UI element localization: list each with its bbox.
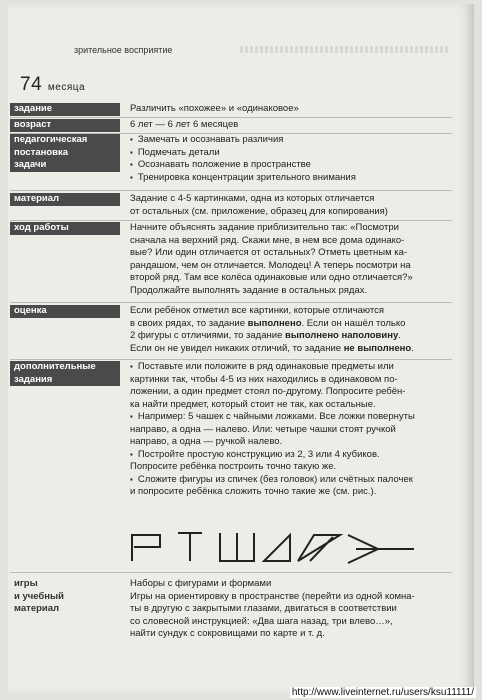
- content-line: Попросите ребёнка построить точно такую же.: [130, 461, 337, 472]
- row-evaluation: [10, 305, 452, 357]
- bullet-item: ▪ Поставьте или положите в ряд одинаковые предметы или: [130, 361, 452, 374]
- label-material: материал: [10, 193, 120, 206]
- label-line: и учебный: [14, 590, 64, 602]
- label-procedure: ход работы: [10, 222, 120, 235]
- age-number: 74: [20, 74, 43, 95]
- bullet-item: ▪ Подмечать детали: [130, 147, 452, 160]
- text-segment: в своих рядах, то задание: [130, 317, 248, 329]
- bold-result: выполнено наполовину: [285, 330, 399, 341]
- content-extra-tasks: [130, 361, 452, 499]
- header-rule: [240, 46, 450, 53]
- label-evaluation: оценка: [10, 305, 120, 318]
- label-line: задачи: [14, 159, 47, 170]
- label-line: задания: [14, 373, 53, 385]
- figure-triangle: [264, 535, 290, 561]
- content-line: [130, 318, 452, 331]
- bullet-item: ▪ Замечать и осознавать различия: [130, 134, 452, 147]
- label-line: материал: [14, 603, 60, 614]
- content-line: [130, 343, 452, 356]
- bold-result: не выполнено: [343, 342, 412, 354]
- row-material: [10, 193, 452, 219]
- row-age: [10, 119, 452, 132]
- text-segment: . Если он нашёл только: [301, 317, 406, 329]
- content-evaluation: [130, 305, 452, 355]
- label-games: [10, 578, 120, 616]
- label-line: постановка: [14, 146, 69, 158]
- separator: [10, 302, 452, 303]
- content-material: [130, 193, 452, 218]
- content-line: Наборы с фигурами и формами: [130, 578, 272, 589]
- separator: [10, 190, 452, 191]
- figure-parallelogram: [298, 535, 340, 561]
- content-line: [130, 305, 452, 318]
- footer-url: http://www.liveinternet.ru/users/ksu11111/: [291, 687, 474, 698]
- stick-figures-icon: [130, 527, 420, 569]
- separator: [10, 572, 452, 573]
- figure-r: [132, 535, 160, 561]
- age-title: [20, 74, 85, 96]
- text-segment: .: [411, 342, 414, 354]
- content-games: [130, 578, 452, 641]
- text-segment: Если ребёнок отметил все картинки, которые отличаются: [130, 305, 384, 316]
- content-task: [130, 103, 452, 116]
- label-line: игры: [14, 578, 38, 589]
- label-line: педагогическая: [14, 134, 88, 145]
- text-segment: 2 фигуры с отличиями, то задание: [130, 330, 285, 341]
- content-procedure: [130, 222, 452, 297]
- row-pedagogical: [10, 134, 452, 189]
- label-pedagogical: [10, 134, 120, 172]
- bullet-item: ▪ Осознавать положение в пространстве: [130, 159, 452, 172]
- content-line: 6 лет — 6 лет 6 месяцев: [130, 119, 239, 130]
- label-extra-tasks: [10, 361, 120, 386]
- content-line: Начните объяснять задание приблизительно так: «Посмотри: [130, 222, 399, 233]
- row-task: [10, 103, 452, 116]
- row-games: [10, 578, 452, 646]
- content-pedagogical: [130, 134, 452, 184]
- age-unit: месяца: [47, 82, 86, 93]
- text-segment: Если он не увидел никаких отличий, то задание: [130, 342, 344, 354]
- label-age: возраст: [10, 119, 120, 132]
- row-extra-tasks: [10, 361, 452, 506]
- content-age: [130, 119, 452, 132]
- label-line: дополнительные: [14, 361, 96, 372]
- content-line: и попросите ребёнка сложить точно такие же (см. рис.).: [130, 486, 377, 497]
- bullet-item: ▪ Сложите фигуры из спичек (без головок) или счётных палочек: [130, 474, 452, 487]
- bullet-item: ▪ Постройте простую конструкцию из 2, 3 или 4 кубиков.: [130, 449, 452, 462]
- section-header: зрительное восприятие: [74, 45, 173, 55]
- content-line: рандашом, чем он отличается. Молодец! А теперь посмотри на: [130, 259, 411, 271]
- content-line: направо, а одна — налево. Или: четыре чашки стоят ручкой: [130, 423, 396, 435]
- separator: [10, 117, 452, 118]
- figure-t: [178, 533, 202, 561]
- content-line: Продолжайте выполнять задание в остальных рядах.: [130, 284, 368, 296]
- content-line: со словесной инструкцией: «Два шага назад, три влево…»,: [130, 615, 393, 627]
- row-procedure: [10, 222, 452, 300]
- text-segment: .: [398, 330, 401, 341]
- content-line: найти сундук с сокровищами по карте и т. д.: [130, 628, 325, 639]
- separator: [10, 220, 452, 221]
- content-line: Задание с 4-5 картинками, одна из которых отличается: [130, 193, 375, 204]
- bold-result: выполнено: [247, 317, 302, 329]
- content-line: направо, а одна — ручкой налево.: [130, 436, 283, 447]
- bullet-item: ▪ Например: 5 чашек с чайными ложками. Все ложки повернуты: [130, 411, 452, 424]
- content-line: картинки так, чтобы 4-5 из них находились в одинаковом по-: [130, 373, 398, 385]
- separator: [10, 359, 452, 360]
- bullet-item: ▪ Тренировка концентрации зрительного внимания: [130, 172, 452, 185]
- content-line: Различить «похожее» и «одинаковое»: [130, 103, 299, 114]
- content-line: ты в другую с закрытыми глазами, двигаться в соответствии: [130, 603, 397, 614]
- content-line: Игры на ориентировку в пространстве (перейти из одной комна-: [130, 590, 415, 602]
- content-line: от остальных (см. приложение, образец для копирования): [130, 205, 388, 217]
- figure-sh: [220, 533, 254, 561]
- content-line: ложении, а один предмет стоял по-другому. Попросите ребён-: [130, 386, 406, 397]
- content-line: вые? Или один отличается от остальных? Отметь цветным ка-: [130, 247, 408, 258]
- content-line: второй ряд. Там все колёса одинаковые или одно отличается?»: [130, 272, 413, 283]
- content-line: сначала на верхний ряд. Скажи мне, в нем все дома одинако-: [130, 234, 405, 246]
- figure-arrow: [348, 535, 414, 563]
- content-line: [130, 330, 452, 343]
- label-task: задание: [10, 103, 120, 116]
- content-line: ка найти предмет, который стоит не так, как остальные.: [130, 398, 376, 410]
